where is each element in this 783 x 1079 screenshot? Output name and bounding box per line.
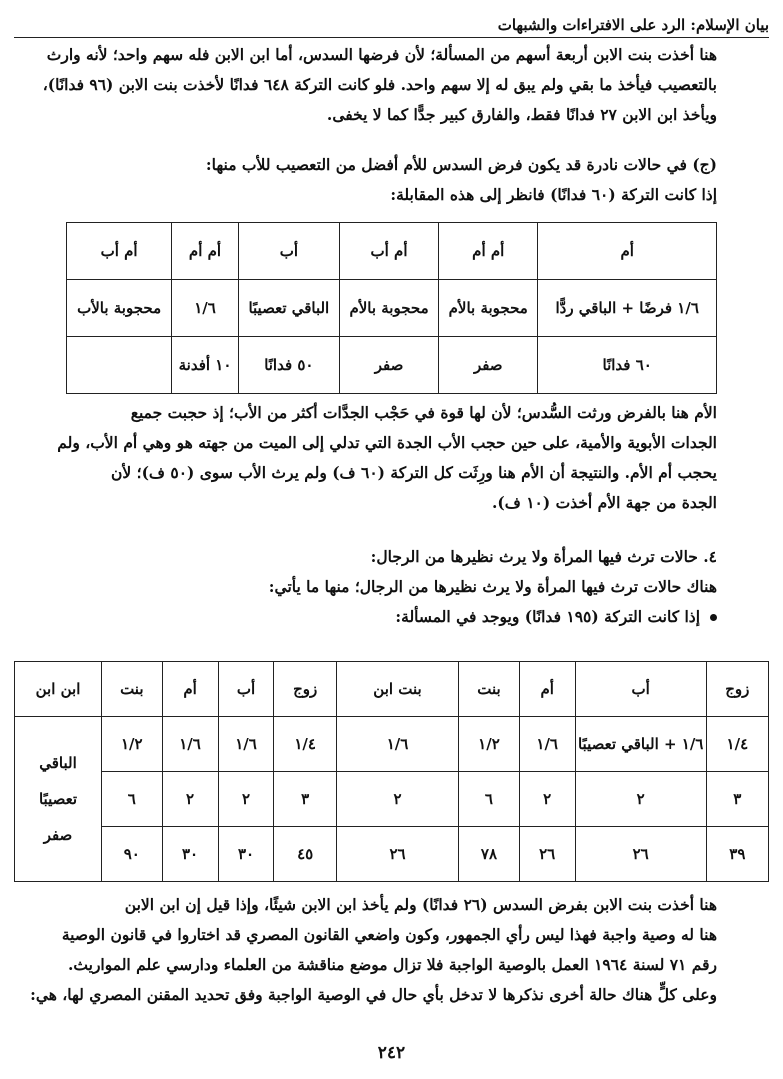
table-cell: أم أم	[439, 223, 538, 280]
table-cell: ٩٠	[102, 827, 163, 882]
bullet-icon	[710, 614, 717, 621]
table-cell: صفر	[339, 337, 438, 394]
section-c	[66, 150, 717, 210]
table-cell: أم أب	[339, 223, 438, 280]
section-c-case: إذا كانت التركة (٦٠ فدانًا) فانظر إلى هذه المقابلة:	[390, 185, 717, 204]
text-line: وعلى كلٍّ هناك حالة أخرى نذكرها لا تدخل بأي حال في الوصية الواجبة وفق تحديد المقنن المصري لها، هي:	[30, 985, 717, 1004]
table-cell: ٣٠	[218, 827, 274, 882]
table-cell: ١/٢	[459, 717, 520, 772]
table-cell: ١/٢	[102, 717, 163, 772]
section-c-heading: (ج) في حالات نادرة قد يكون فرض السدس للأم أفضل من التعصيب للأب منها:	[205, 155, 717, 174]
inheritance-table	[14, 661, 769, 882]
section-4-intro: هناك حالات ترث فيها المرأة ولا يرث نظيرها من الرجال؛ منها ما يأتي:	[268, 577, 717, 596]
table-cell: ١/٦	[519, 717, 575, 772]
table-cell: ١/٤	[706, 717, 768, 772]
explanation-paragraph	[57, 398, 717, 518]
intro-paragraph	[42, 40, 717, 130]
table-header-cell: بنت	[459, 662, 520, 717]
table-cell	[67, 337, 172, 394]
table-cell: ٢	[336, 772, 458, 827]
table-header-cell: زوج	[274, 662, 336, 717]
table-cell: ٦٠ فدانًا	[538, 337, 717, 394]
text-line: الجدة من جهة الأم أخذت (١٠ ف).	[492, 493, 717, 512]
table-cell: ٢	[519, 772, 575, 827]
table-cell: ٦	[459, 772, 520, 827]
table-cell: ١/٦ فرضًا + الباقي ردًّا	[538, 280, 717, 337]
table-row	[15, 827, 769, 882]
table-header-cell: أب	[575, 662, 706, 717]
table-cell: ١٠ أفدنة	[172, 337, 239, 394]
table-cell: ٣	[706, 772, 768, 827]
table-header-cell: ابن ابن	[15, 662, 102, 717]
text-line: بالتعصيب فيأخذ ما بقي ولم يبق له إلا سهم واحد. فلو كانت التركة ٦٤٨ فدانًا لأخذت بنت الابن (٩٦ فدانًا)،	[42, 75, 717, 94]
section-4-heading: ٤. حالات ترث فيها المرأة ولا يرث نظيرها من الرجال:	[370, 547, 717, 566]
table-row	[15, 772, 769, 827]
closing-paragraph	[30, 890, 717, 1010]
table-cell: ٣٠	[162, 827, 218, 882]
text-line: الجدات الأبوية والأمية، على حين حجب الأب الجدة التي تدلي إلى الميت من جهته هو وهي أم الأب، ولم	[57, 433, 717, 452]
table-cell: محجوبة بالأب	[67, 280, 172, 337]
table-cell: محجوبة بالأم	[339, 280, 438, 337]
header-title: بيان الإسلام: الرد على الافتراءات والشبهات	[497, 16, 769, 34]
table-cell: أم	[538, 223, 717, 280]
bullet-text: إذا كانت التركة (١٩٥ فدانًا) ويوجد في المسألة:	[395, 607, 700, 626]
text-line: صفر	[43, 826, 73, 844]
table-cell: ٣	[274, 772, 336, 827]
table-cell: ٢٦	[336, 827, 458, 882]
table-cell: أم أب	[67, 223, 172, 280]
table-header-cell: أم	[519, 662, 575, 717]
section-4	[66, 542, 717, 632]
text-line: الأم هنا بالفرض ورثت السُّدس؛ لأن لها قوة في حَجْب الجدَّات أكثر من الأب؛ إذ حجبت جميع	[130, 403, 717, 422]
table-cell: ١/٦	[336, 717, 458, 772]
table-cell: ٥٠ فدانًا	[238, 337, 339, 394]
bullet-item	[66, 602, 717, 632]
table-cell: ٢٦	[519, 827, 575, 882]
text-line: ويأخذ ابن الابن ٢٧ فدانًا فقط، والفارق كبير جدًّا كما لا يخفى.	[326, 105, 717, 124]
table-cell: ١/٦	[218, 717, 274, 772]
table-header-cell: زوج	[706, 662, 768, 717]
comparison-table	[66, 222, 717, 394]
text-line: تعصيبًا	[38, 790, 78, 808]
table-cell: ٢	[162, 772, 218, 827]
table-cell: ١/٦ + الباقي تعصيبًا	[575, 717, 706, 772]
text-line: هنا له وصية واجبة فهذا ليس رأي الجمهور، وكون واضعي القانون المصري قد اختاروا في قانون الوصية	[61, 925, 717, 944]
merged-cell	[15, 717, 102, 882]
table-row	[67, 223, 717, 280]
text-line: الباقي	[39, 754, 77, 772]
page-number: ٢٤٢	[377, 1043, 406, 1063]
table-cell: ٦	[102, 772, 163, 827]
table-cell: ٢	[575, 772, 706, 827]
table-cell: أم أم	[172, 223, 239, 280]
text-line: هنا أخذت بنت الابن أربعة أسهم من المسألة؛ لأن فرضها السدس، أما ابن الابن فله سهم واحد؛ لأنه وارث	[46, 45, 717, 64]
table-cell: ١/٦	[172, 280, 239, 337]
table-cell: ٧٨	[459, 827, 520, 882]
table-cell: ٤٥	[274, 827, 336, 882]
table-row	[67, 280, 717, 337]
table-header-cell: بنت	[102, 662, 163, 717]
table-cell: محجوبة بالأم	[439, 280, 538, 337]
text-line: يحجب أم الأم. والنتيجة أن الأم هنا ورِثَت كل التركة (٦٠ ف) ولم يرث الأب سوى (٥٠ ف)؛ لأن	[111, 463, 717, 482]
table-header-cell: أب	[218, 662, 274, 717]
text-line: رقم ٧١ لسنة ١٩٦٤ العمل بالوصية الواجبة فلا تزال موضع مناقشة من العلماء ودارسي علم المواريث.	[68, 955, 717, 974]
table-cell: أب	[238, 223, 339, 280]
table-row	[15, 717, 769, 772]
table-cell: صفر	[439, 337, 538, 394]
table-cell: ١/٦	[162, 717, 218, 772]
table-cell: الباقي تعصيبًا	[238, 280, 339, 337]
running-header	[14, 6, 769, 38]
table-cell: ٢	[218, 772, 274, 827]
table-header-row	[15, 662, 769, 717]
table-header-cell: أم	[162, 662, 218, 717]
table-header-cell: بنت ابن	[336, 662, 458, 717]
table-cell: ١/٤	[274, 717, 336, 772]
table-row	[67, 337, 717, 394]
table-cell: ٢٦	[575, 827, 706, 882]
table-cell: ٣٩	[706, 827, 768, 882]
text-line: هنا أخذت بنت الابن بفرض السدس (٢٦ فدانًا) ولم يأخذ ابن الابن شيئًا، وإذا قيل إن ابن الابن	[124, 895, 717, 914]
